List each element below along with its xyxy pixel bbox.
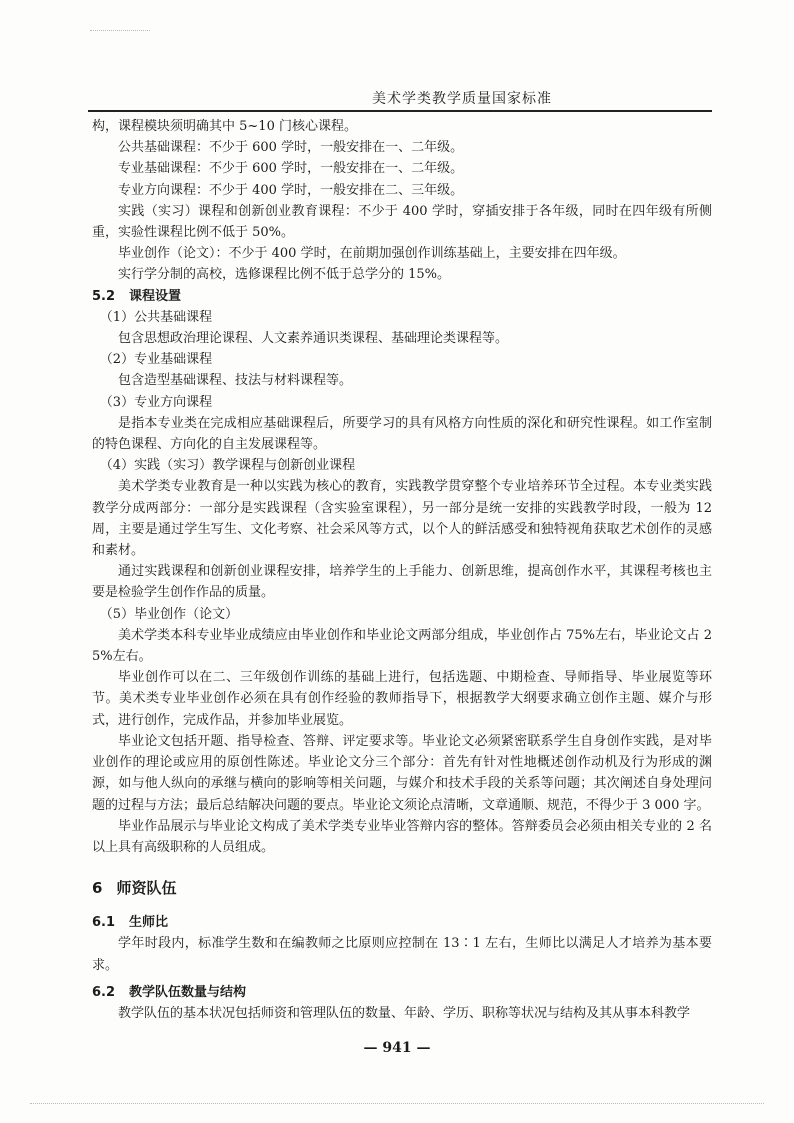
section-number: 5.2: [92, 288, 116, 304]
paragraph: 公共基础课程：不少于 600 学时，一般安排在一、二年级。: [118, 140, 464, 156]
paragraph: 毕业创作可以在二、三年级创作训练的基础上进行，包括选题、中期检查、导师指导、毕业展览等环节。美术类专业毕业创作必须在具有创作经验的教师指导下，根据教学大纲要求确立创作主题、媒介与形式，进行创作，完成作品，并参加毕业展览。: [92, 670, 712, 728]
scan-artifact-bottom: [30, 1103, 764, 1105]
chapter-title: 师资队伍: [116, 879, 177, 898]
paragraph: 毕业作品展示与毕业论文构成了美术学类专业毕业答辩内容的整体。答辩委员会必须由相关专业的 2 名以上具有高级职称的人员组成。: [92, 818, 712, 855]
section-title: 教学队伍数量与结构: [129, 984, 247, 1000]
subsection-heading: （4）实践（实习）教学课程与创新创业课程: [99, 458, 356, 474]
section-heading-6-1: [92, 912, 712, 933]
paragraph: 美术学类专业教育是一种以实践为核心的教育，实践教学贯穿整个专业培养环节全过程。本专业类实践教学分成两部分：一部分是实践课程（含实验室课程），另一部分是统一安排的实践教学时段，一般为 12 周，主要是通过学生写生、文化考察、社会采风等方式，以个人的鲜活感受和独特视角获取艺术创作的灵感和素材。: [92, 479, 712, 559]
chapter-heading-6: [92, 876, 712, 900]
paragraph: 包含造型基础课程、技法与材料课程等。: [118, 373, 353, 389]
paragraph: 毕业创作（论文）：不少于 400 学时，在前期加强创作训练基础上，主要安排在四年级。: [118, 246, 626, 262]
paragraph: 美术学类本科专业毕业成绩应由毕业创作和毕业论文两部分组成，毕业创作占 75%左右，毕业论文占 25%左右。: [92, 627, 712, 665]
paragraph: 教学队伍的基本状况包括师资和管理队伍的数量、年龄、学历、职称等状况与结构及其从事本科教学: [118, 1005, 691, 1021]
section-number: 6.1: [92, 915, 116, 931]
page-number: — 941 —: [363, 1040, 431, 1056]
paragraph: 是指本专业类在完成相应基础课程后，所要学习的具有风格方向性质的深化和研究性课程。如工作室制的特色课程、方向化的自主发展课程等。: [92, 415, 712, 453]
subsection-heading: （3）专业方向课程: [99, 394, 213, 410]
running-header: [88, 80, 712, 112]
section-title: 生师比: [129, 915, 169, 931]
header-title: 美术学类教学质量国家标准: [372, 91, 552, 107]
chapter-number: 6: [92, 879, 103, 898]
section-heading-6-2: [92, 982, 712, 1003]
paragraph: 包含思想政治理论课程、人文素养通识类课程、基础理论类课程等。: [118, 331, 509, 347]
paragraph: 构，课程模块须明确其中 5~10 门核心课程。: [92, 119, 357, 134]
scan-artifact-top: [90, 30, 150, 32]
section-number: 6.2: [92, 984, 116, 1000]
paragraph: 专业方向课程：不少于 400 学时，一般安排在二、三年级。: [118, 182, 464, 198]
subsection-heading: （5）毕业创作（论文）: [99, 606, 239, 622]
paragraph: 毕业论文包括开题、指导检查、答辩、评定要求等。毕业论文必须紧密联系学生自身创作实践，是对毕业创作的理论或应用的原创性陈述。毕业论文分三个部分：首先有针对性地概述创作动机及行为形成的渊源，如与他人纵向的承继与横向的影响等相关问题，与媒介和技术手段的关系等问题；其次阐述自身处理问题的过程与方法；最后总结解决问题的要点。毕业论文须论点清晰，文章通顺、规范，不得少于 3 000 字。: [92, 733, 712, 813]
subsection-heading: （1）公共基础课程: [99, 309, 213, 325]
section-title: 课程设置: [129, 288, 182, 304]
paragraph: 实践（实习）课程和创新创业教育课程：不少于 400 学时，穿插安排于各年级，同时在四年级有所侧重，实验性课程比例不低于 50%。: [92, 203, 712, 241]
section-heading-5-2: [92, 286, 712, 307]
paragraph: 学年时段内，标准学生数和在编教师之比原则应控制在 13∶1 左右，生师比以满足人才培养为基本要求。: [92, 936, 712, 973]
subsection-heading: （2）专业基础课程: [99, 352, 213, 368]
paragraph: 专业基础课程：不少于 600 学时，一般安排在一、二年级。: [118, 161, 464, 177]
body-text: [92, 116, 712, 1024]
paragraph: 实行学分制的高校，选修课程比例不低于总学分的 15%。: [118, 267, 451, 283]
paragraph: 通过实践课程和创新创业课程安排，培养学生的上手能力、创新思维，提高创作水平，其课程考核也主要是检验学生创作作品的质量。: [92, 564, 712, 601]
